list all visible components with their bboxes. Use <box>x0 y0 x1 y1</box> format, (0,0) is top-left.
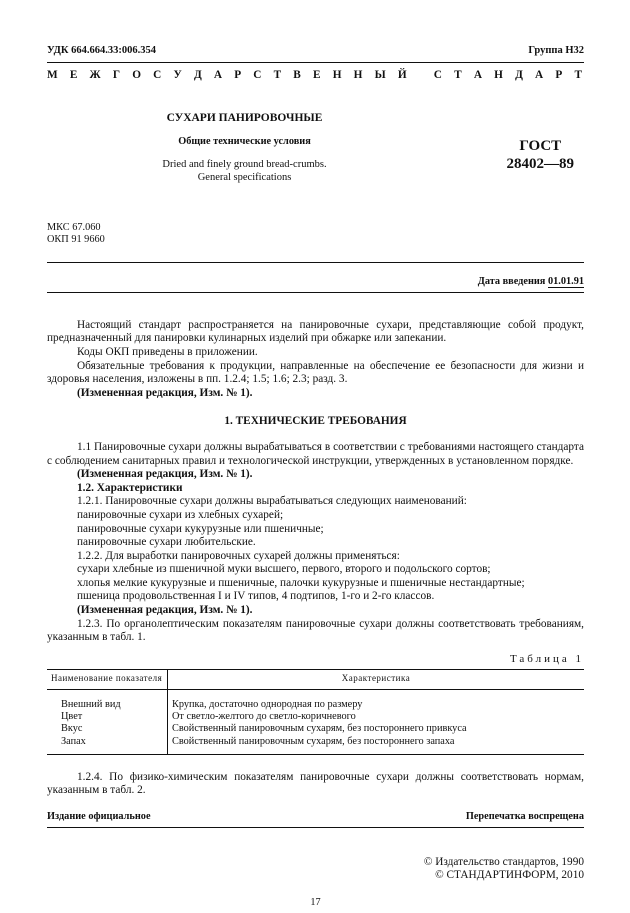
banner-letter: Д <box>515 68 523 81</box>
banner-letter: В <box>293 68 301 81</box>
banner-letter: Н <box>353 68 363 81</box>
banner-letter: Ж <box>89 68 101 81</box>
title-block <box>47 112 584 200</box>
banner-letter: Т <box>273 68 282 81</box>
footer-rule <box>47 827 584 828</box>
table-cell: Свойственный панировочным сухарям, без постороннего привкуса <box>172 723 467 735</box>
introduction-date <box>47 275 584 289</box>
copyright-line: © СТАНДАРТИНФОРМ, 2010 <box>435 868 584 881</box>
clause-1-2-1: 1.2.1. Панировочные сухари должны вырабатываться следующих наименований: <box>77 495 467 508</box>
table-cell: От светло-желтого до светло-коричневого <box>172 711 356 723</box>
table-header: Характеристика <box>168 670 585 690</box>
banner-letter: А <box>213 68 223 81</box>
title-center <box>117 112 372 184</box>
banner-letter: Е <box>313 68 321 81</box>
list-item: хлопья мелкие кукурузные и пшеничные, палочки кукурузные и пшеничные нестандартные; <box>77 576 525 589</box>
reprint-notice: Перепечатка воспрещена <box>465 811 584 823</box>
list-item: панировочные сухари кукурузные или пшеничные; <box>77 522 324 535</box>
banner-letter: А <box>473 68 482 81</box>
mks-code: МКС 67.060 <box>47 222 101 234</box>
table-caption: Таблица 1 <box>509 652 584 665</box>
page-number: 17 <box>310 896 321 908</box>
classification-codes <box>47 222 584 246</box>
amendment-note: (Измененная редакция, Изм. № 1). <box>77 468 253 481</box>
banner-letter: У <box>173 68 182 81</box>
table-row <box>47 736 584 755</box>
date-rule <box>47 292 584 293</box>
amendment-note: (Измененная редакция, Изм. № 1). <box>77 604 253 617</box>
footer-official-row <box>47 810 584 824</box>
gost-number: 28402—89 <box>506 156 574 173</box>
banner-letter: Г <box>112 68 121 81</box>
intro-paragraph: Обязательные требования к продукции, направленные на обеспечение ее безопасности для жизни и здоровья населения, изложены в пп. 1.2.4; 1.5; 1.6; 2.3; разд. 3. <box>47 359 584 386</box>
table-cell: Цвет <box>47 711 168 723</box>
banner-letter <box>419 69 422 83</box>
codes-rule <box>47 262 584 263</box>
english-title-line: Dried and finely ground bread-crumbs. <box>162 159 327 171</box>
banner-letter: Н <box>494 68 503 81</box>
table-header-row <box>47 670 584 690</box>
table-row <box>47 723 584 735</box>
introduction-date-label: Дата введения <box>477 276 548 288</box>
organoleptic-table <box>47 669 584 754</box>
banner-letter: Р <box>555 68 563 81</box>
section-body <box>47 441 584 645</box>
banner-letter: С <box>253 68 262 81</box>
official-edition: Издание официальное <box>47 811 151 823</box>
banner-letter: Н <box>332 68 342 81</box>
table-row <box>47 690 584 712</box>
banner-letter: Т <box>574 68 582 81</box>
document-title: СУХАРИ ПАНИРОВОЧНЫЕ <box>166 112 323 125</box>
banner-letter: А <box>535 68 544 81</box>
list-item: панировочные сухари из хлебных сухарей; <box>77 508 284 521</box>
banner-letter: М <box>47 68 58 81</box>
interstate-standard-banner <box>47 69 584 83</box>
document-page <box>47 44 584 909</box>
banner-letter: Й <box>397 68 407 81</box>
list-item: панировочные сухари любительские. <box>77 536 256 549</box>
clause-1-1: 1.1 Панировочные сухари должны вырабатываться в соответствии с требованиями настоящего стандарта с соблюдением санитарных правил и технологической инструкции, утвержденных в установленном порядке. <box>47 440 584 467</box>
clause-1-2-2: 1.2.2. Для выработки панировочных сухарей должны применяться: <box>77 549 400 562</box>
banner-letter: Е <box>69 68 78 81</box>
english-title <box>117 158 372 184</box>
group-code: Группа Н32 <box>528 45 584 56</box>
section-title: 1. ТЕХНИЧЕСКИЕ ТРЕБОВАНИЯ <box>224 415 407 428</box>
amendment-note: (Измененная редакция, Изм. № 1). <box>77 386 253 399</box>
clause-1-2-heading: 1.2. Характеристики <box>77 481 183 494</box>
table-row <box>47 711 584 723</box>
gost-designation <box>507 137 575 173</box>
clause-1-2-3: 1.2.3. По органолептическим показателям панировочные сухари должны соответствовать требованиям, указанным в табл. 1. <box>47 617 584 644</box>
banner-letter: Д <box>193 68 202 81</box>
intro-paragraph: Настоящий стандарт распространяется на панировочные сухари, представляющие собой продукт, предназначенный для панировки кулинарных изделий при обжарке или запекании. <box>47 318 584 345</box>
list-item: сухари хлебные из пшеничной муки высшего, первого, второго и подольского сортов; <box>77 563 491 576</box>
header-top <box>47 44 584 58</box>
intro-paragraph: Коды ОКП приведены в приложении. <box>77 345 258 358</box>
okp-code: ОКП 91 9660 <box>47 234 105 246</box>
banner-letter: С <box>153 68 162 81</box>
copyright-block <box>47 856 584 882</box>
table-cell: Запах <box>47 736 168 755</box>
english-title-line: General specifications <box>197 172 292 184</box>
intro-section <box>47 319 584 401</box>
banner-letter: С <box>433 68 442 81</box>
udk-code: УДК 664.664.33:006.354 <box>47 45 156 56</box>
introduction-date-value: 01.01.91 <box>547 276 584 288</box>
header-rule <box>47 62 584 63</box>
table-cell: Крупка, достаточно однородная по размеру <box>172 699 363 711</box>
clause-1-2-4: 1.2.4. По физико-химическим показателям панировочные сухари должны соответствовать нормам, указанным в табл. 2. <box>47 770 584 797</box>
list-item: пшеница продовольственная I и IV типов, 4 подтипов, 1-го и 2-го классов. <box>77 590 435 603</box>
gost-label: ГОСТ <box>519 138 562 155</box>
banner-letter: Т <box>454 68 462 81</box>
document-subtitle: Общие технические условия <box>178 135 311 147</box>
banner-letter: Р <box>234 68 242 81</box>
table-header: Наименование показателя <box>47 670 168 690</box>
table-cell: Свойственный панировочным сухарям, без постороннего запаха <box>168 736 585 755</box>
banner-letter: Ы <box>374 68 386 81</box>
table-cell: Внешний вид <box>47 690 168 712</box>
copyright-line: © Издательство стандартов, 1990 <box>423 855 584 868</box>
table-cell: Вкус <box>47 723 168 735</box>
banner-letter: О <box>132 68 141 81</box>
